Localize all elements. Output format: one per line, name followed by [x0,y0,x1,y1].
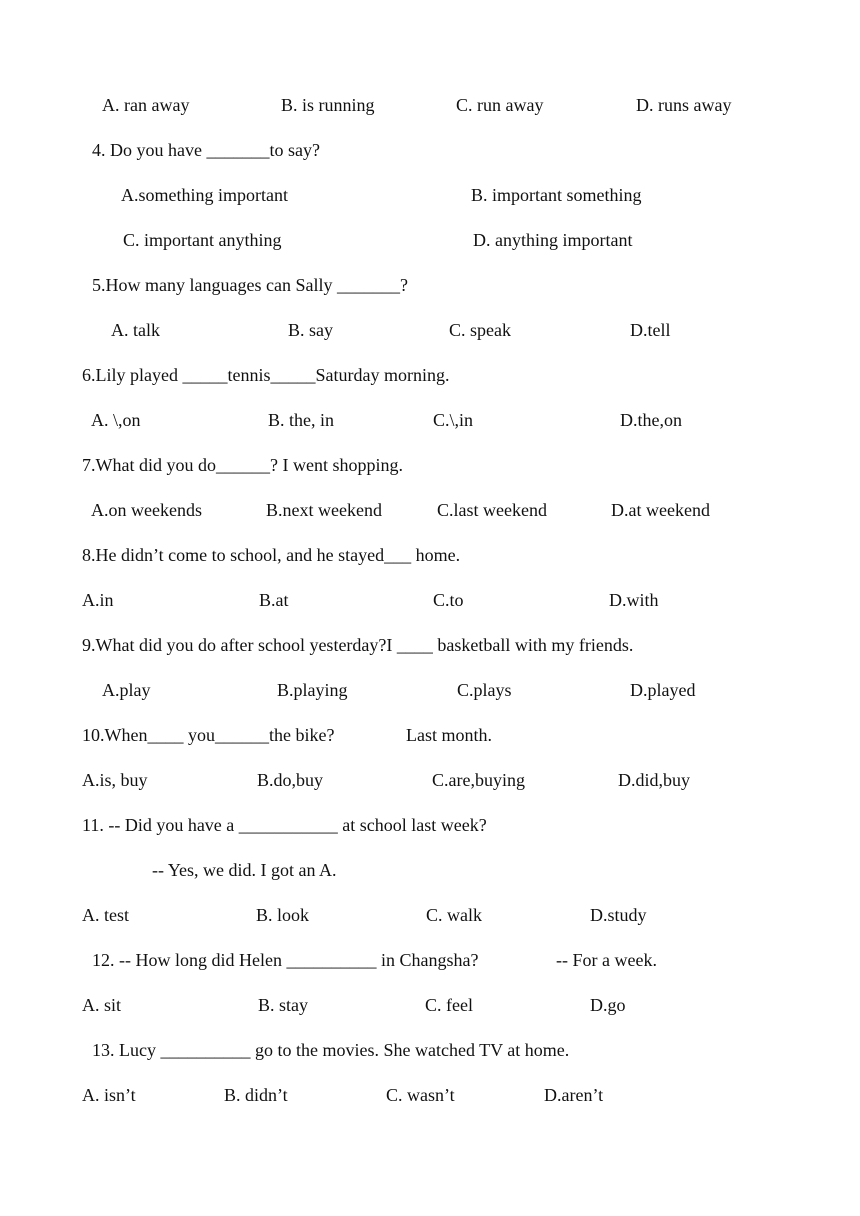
option-d: D.at weekend [611,500,710,520]
question-stem: 10.When____ you______the bike? [82,725,335,745]
question-6-stem-row [0,362,860,388]
option-b: B.playing [277,680,348,700]
option-a: A. test [82,905,129,925]
option-b: B.next weekend [266,500,382,520]
question-stem: 11. -- Did you have a ___________ at school last week? [82,815,487,835]
option-b: B.at [259,590,289,610]
option-c: C.last weekend [437,500,547,520]
option-c: C. wasn’t [386,1085,455,1105]
options-row-q4-ab [0,182,860,208]
option-d: D. anything important [473,230,633,250]
option-b: B. say [288,320,333,340]
option-c: C.to [433,590,464,610]
question-9-stem-row [0,632,860,658]
question-8-stem-row [0,542,860,568]
option-a: A.on weekends [91,500,202,520]
option-b: B. the, in [268,410,334,430]
options-row-q5 [0,317,860,343]
option-a: A. \,on [91,410,141,430]
question-stem: 4. Do you have _______to say? [92,140,320,160]
option-b: B.do,buy [257,770,324,790]
question-5-stem-row [0,272,860,298]
option-c: C. feel [425,995,473,1015]
options-row-q6 [0,407,860,433]
question-10-stem-row [0,722,860,748]
options-row-q12 [0,992,860,1018]
question-11-stem-row [0,812,860,838]
option-d: D.the,on [620,410,682,430]
option-c: C. run away [456,95,544,115]
question-stem: 9.What did you do after school yesterday?I ____ basketball with my friends. [82,635,634,655]
option-b: B. look [256,905,310,925]
option-a: A. isn’t [82,1085,136,1105]
question-7-stem-row [0,452,860,478]
question-12-stem-row [0,947,860,973]
option-d: D.aren’t [544,1085,604,1105]
option-d: D.tell [630,320,671,340]
option-a: A.play [102,680,151,700]
option-a: A. ran away [102,95,190,115]
option-d: D.study [590,905,647,925]
option-c: C.\,in [433,410,474,430]
question-answer: -- Yes, we did. I got an A. [152,860,337,880]
option-d: D.did,buy [618,770,690,790]
options-row-q13 [0,1082,860,1108]
question-stem: 7.What did you do______? I went shopping. [82,455,403,475]
options-row-q10 [0,767,860,793]
options-row-q9 [0,677,860,703]
options-row-q7 [0,497,860,523]
option-b: B. important something [471,185,642,205]
option-a: A.something important [121,185,288,205]
options-row-q8 [0,587,860,613]
option-c: C. walk [426,905,482,925]
question-13-stem-row [0,1037,860,1063]
option-c: C.are,buying [432,770,525,790]
question-answer: -- For a week. [556,950,657,970]
question-stem: 12. -- How long did Helen __________ in Changsha? [92,950,479,970]
option-a: A. talk [111,320,160,340]
question-stem: 6.Lily played _____tennis_____Saturday morning. [82,365,450,385]
option-a: A.in [82,590,114,610]
option-d: D.with [609,590,659,610]
option-d: D. runs away [636,95,732,115]
options-row-q11 [0,902,860,928]
option-a: A. sit [82,995,122,1015]
options-row-q4-cd [0,227,860,253]
option-b: B. is running [281,95,375,115]
option-b: B. didn’t [224,1085,288,1105]
option-d: D.played [630,680,696,700]
option-c: C. important anything [123,230,282,250]
option-b: B. stay [258,995,309,1015]
option-d: D.go [590,995,626,1015]
option-a: A.is, buy [82,770,148,790]
question-4-stem-row [0,137,860,163]
question-11-answer-row [0,857,860,883]
options-row-q3 [0,92,860,118]
question-stem: 5.How many languages can Sally _______? [92,275,408,295]
question-answer: Last month. [406,725,492,745]
option-c: C. speak [449,320,511,340]
question-stem: 13. Lucy __________ go to the movies. She watched TV at home. [92,1040,570,1060]
question-stem: 8.He didn’t come to school, and he stayed___ home. [82,545,461,565]
option-c: C.plays [457,680,512,700]
